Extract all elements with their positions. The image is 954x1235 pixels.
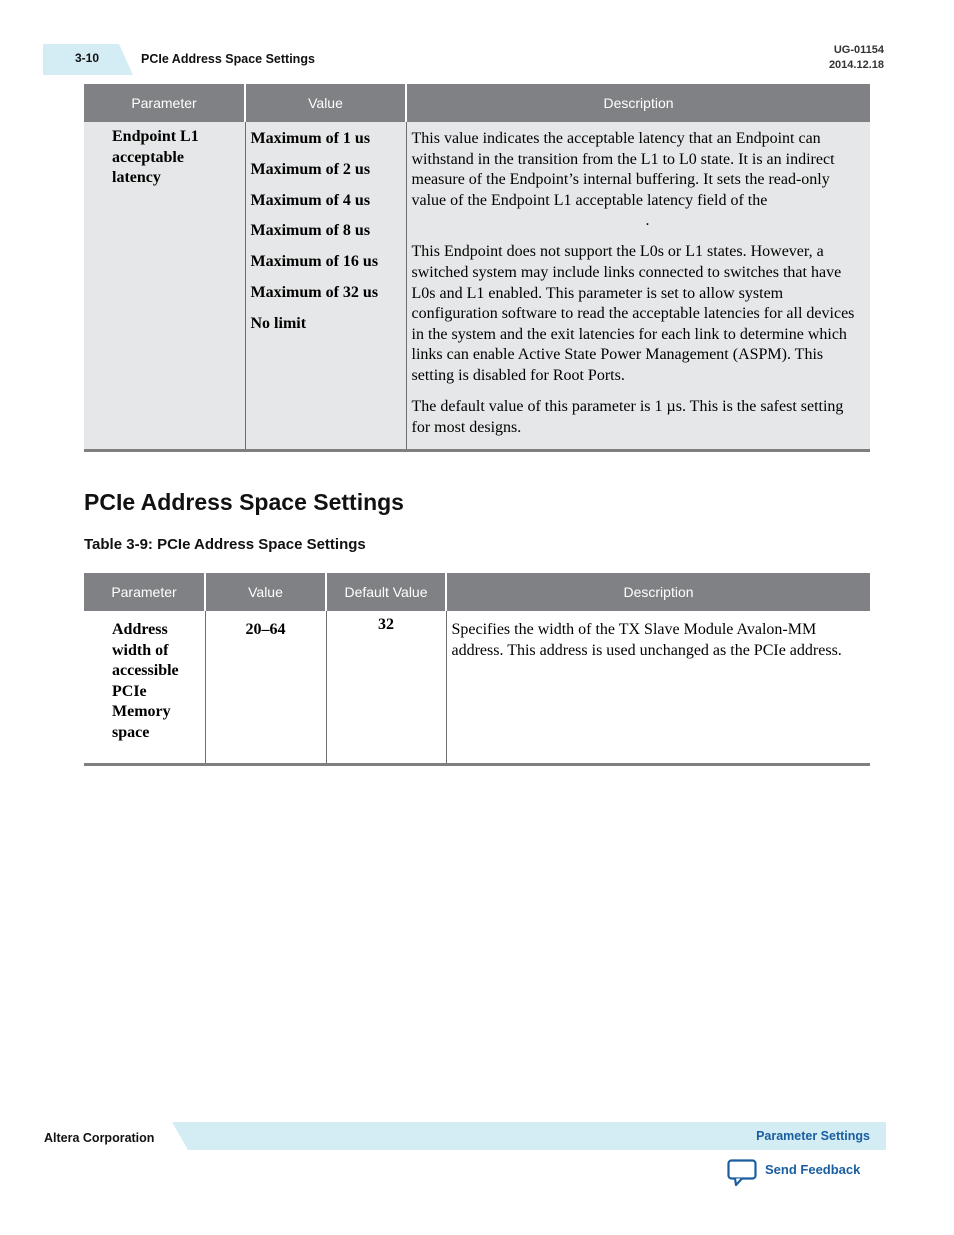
table-row xyxy=(84,611,870,765)
value-cell xyxy=(245,122,406,451)
description-cell xyxy=(406,122,870,451)
page-number: 3-10 xyxy=(75,51,100,65)
value-option: Maximum of 16 us xyxy=(250,253,379,271)
table-caption: Table 3-9: PCIe Address Space Settings xyxy=(84,536,366,553)
document-id: UG-01154 xyxy=(833,44,884,56)
company-name: Altera Corporation xyxy=(44,1131,155,1145)
chapter-link[interactable]: Parameter Settings xyxy=(756,1129,870,1143)
parameter-cell: Address width of accessible PCIe Memory space xyxy=(84,611,205,765)
value-option: Maximum of 8 us xyxy=(250,222,371,240)
value-option: Maximum of 2 us xyxy=(250,160,371,178)
document-date: 2014.12.18 xyxy=(828,59,884,71)
header-default-value: Default Value xyxy=(326,573,446,611)
table-row xyxy=(84,122,870,451)
header-value: Value xyxy=(205,573,326,611)
value-option: Maximum of 1 us xyxy=(250,130,371,147)
table-header-row xyxy=(84,84,870,122)
header-value: Value xyxy=(245,84,406,122)
section-title: PCIe Address Space Settings xyxy=(84,489,404,515)
header-parameter: Parameter xyxy=(84,84,245,122)
value-option: No limit xyxy=(250,314,307,332)
description-paragraph: The default value of this parameter is 1 µs. This is the safest setting for most designs. xyxy=(411,398,844,436)
description-paragraph: This Endpoint does not support the L0s or L1 states. However, a switched system may include links connected to switches that have L0s and L1 enabled. This parameter is set to allow system configuration software to read the acceptable latencies for all devices in the system and the exit latencies for each link to determine which links can enable Active State Power Management (ASPM). This setting is disabled for Root Ports. xyxy=(411,243,855,385)
latency-table xyxy=(84,84,870,452)
value-option: Maximum of 4 us xyxy=(250,191,371,209)
default-value-cell: 32 xyxy=(326,611,446,765)
send-feedback-link[interactable]: Send Feedback xyxy=(765,1162,861,1177)
value-option: Maximum of 32 us xyxy=(250,283,379,301)
header-description: Description xyxy=(446,573,870,611)
description-cell: Specifies the width of the TX Slave Module Avalon-MM address. This address is used unchanged as the PCIe address. xyxy=(446,611,870,765)
header-description: Description xyxy=(406,84,870,122)
header-parameter: Parameter xyxy=(84,573,205,611)
table-header-row xyxy=(84,573,870,611)
parameter-cell: Endpoint L1 acceptable latency xyxy=(84,122,245,451)
document-id-block xyxy=(829,43,884,73)
running-header-title: PCIe Address Space Settings xyxy=(141,52,315,66)
description-paragraph: This value indicates the acceptable latency that an Endpoint can withstand in the transition from the L1 to L0 state. It is an indirect measure of the Endpoint’s internal buffering. It sets the read-only value of the Endpoint L1 acceptable latency field of the. xyxy=(411,130,835,230)
feedback-icon[interactable] xyxy=(727,1159,757,1187)
address-space-table xyxy=(84,573,870,766)
value-cell: 20–64 xyxy=(205,611,326,765)
